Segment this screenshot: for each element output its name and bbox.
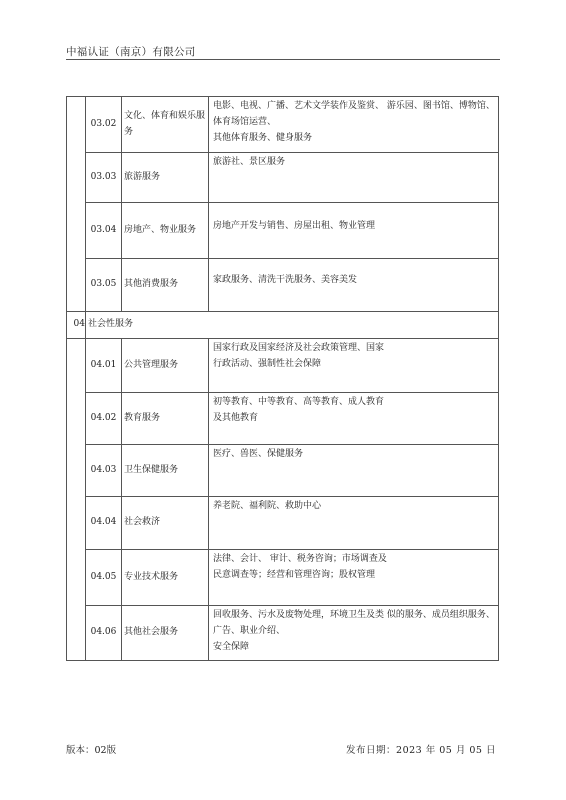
- item-code: 04.04: [86, 497, 122, 550]
- item-description-line: 法律、会计、 审计、税务咨询；市场调查及: [213, 554, 387, 564]
- major-code-cell: [67, 339, 86, 661]
- item-description-line: 房地产开发与销售、房屋出租、物业管理: [213, 221, 376, 231]
- header-divider: [66, 59, 500, 60]
- item-code: 04.06: [86, 606, 122, 661]
- version-label: 版本：02版: [66, 745, 117, 756]
- table-row: [67, 203, 499, 259]
- item-description: [209, 97, 499, 153]
- item-name: 其他消费服务: [122, 259, 209, 312]
- major-category-row: [67, 312, 499, 339]
- item-code: 03.04: [86, 203, 122, 259]
- item-description-line: 医疗、兽医、保健服务: [213, 449, 304, 459]
- item-description-line: 养老院、福利院、救助中心: [213, 501, 322, 511]
- table-row: [67, 259, 499, 312]
- table-row: [67, 550, 499, 606]
- item-description-line: 民意调查等；经营和管理咨询；股权管理: [213, 569, 376, 580]
- item-description-line: 其他体育服务、健身服务: [213, 132, 313, 143]
- item-description-line: 行政活动、强制性社会保障: [213, 358, 322, 369]
- item-description: [209, 606, 499, 661]
- item-description-line: 回收服务、污水及废物处理，环境卫生及类 似的服务、成员组织服务、广告、职业介绍、: [213, 610, 495, 636]
- table-row: [67, 153, 499, 203]
- major-name: 社会性服务: [86, 312, 499, 339]
- item-description-line: 国家行政及国家经济及社会政策管理、国家: [213, 343, 385, 353]
- item-name: 教育服务: [122, 393, 209, 445]
- item-description: [209, 153, 499, 203]
- item-code: 04.05: [86, 550, 122, 606]
- table-row: [67, 606, 499, 661]
- item-description: [209, 445, 499, 497]
- item-description-line: 安全保障: [213, 641, 250, 652]
- item-description: [209, 203, 499, 259]
- service-classification-table: [66, 96, 499, 661]
- table-row: [67, 97, 499, 153]
- item-description: [209, 393, 499, 445]
- item-name: 其他社会服务: [122, 606, 209, 661]
- table-row: [67, 339, 499, 393]
- item-name: 社会救济: [122, 497, 209, 550]
- table-row: [67, 393, 499, 445]
- item-name: 公共管理服务: [122, 339, 209, 393]
- item-code: 04.01: [86, 339, 122, 393]
- item-code: 04.03: [86, 445, 122, 497]
- item-name: 房地产、物业服务: [122, 203, 209, 259]
- item-code: 04.02: [86, 393, 122, 445]
- major-code: 04: [67, 312, 86, 339]
- item-description: [209, 339, 499, 393]
- item-description-line: 及其他教育: [213, 412, 259, 423]
- item-description-line: 初等教育、中等教育、高等教育、成人教育: [213, 397, 385, 407]
- item-name: 旅游服务: [122, 153, 209, 203]
- item-code: 03.05: [86, 259, 122, 312]
- company-header: 中福认证（南京）有限公司: [66, 46, 196, 58]
- item-description: [209, 550, 499, 606]
- item-description: [209, 259, 499, 312]
- item-description-line: 旅游社、景区服务: [213, 157, 286, 167]
- item-code: 03.03: [86, 153, 122, 203]
- table-row: [67, 497, 499, 550]
- item-description: [209, 497, 499, 550]
- item-description-line: 电影、电视、广播、艺术文学装作及鉴赏、 游乐园、图书馆、博物馆、体育场馆运营、: [213, 101, 495, 127]
- publish-date: 发布日期：2023 年 05 月 05 日: [346, 745, 496, 756]
- item-description-line: 家政服务、清洗干洗服务、美容美发: [213, 275, 358, 285]
- table-row: [67, 445, 499, 497]
- major-code-cell: [67, 97, 86, 312]
- item-name: 卫生保健服务: [122, 445, 209, 497]
- item-name: 专业技术服务: [122, 550, 209, 606]
- item-code: 03.02: [86, 97, 122, 153]
- item-name: 文化、体育和娱乐服务: [122, 97, 209, 153]
